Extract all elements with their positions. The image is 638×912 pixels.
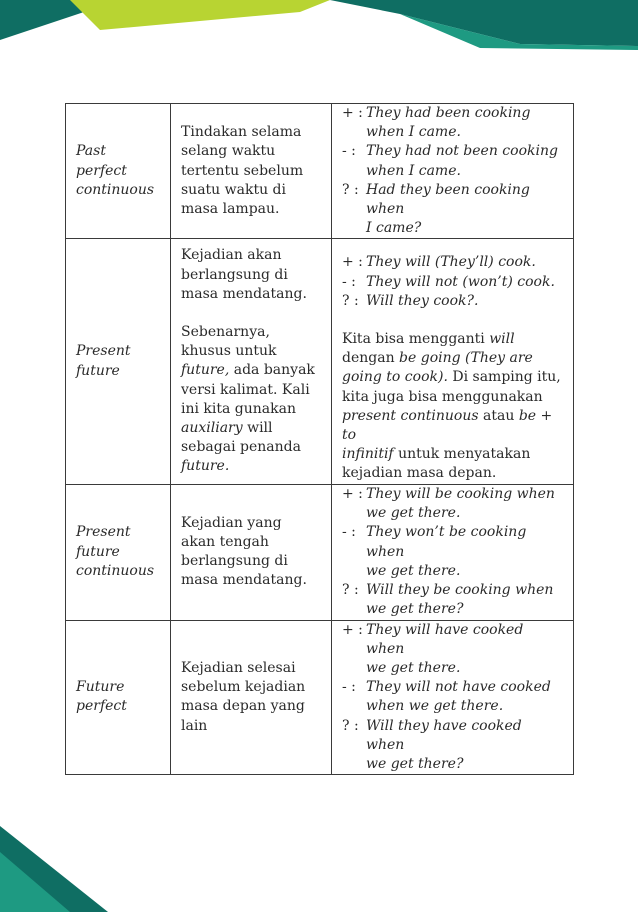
example-negative: - : They will not (won’t) cook. <box>342 273 555 290</box>
description-cell: Tindakan selama selang waktu tertentu sebelum suatu waktu di masa lampau. <box>171 104 332 239</box>
tense-cell: Past perfect continuous <box>66 104 171 239</box>
top-decoration <box>0 0 638 50</box>
example-negative: - : They won’t be cooking when we get there. <box>342 524 527 579</box>
example-question: ? : Had they been cooking when I came? <box>342 181 530 237</box>
bottom-decoration <box>0 812 638 912</box>
example-positive: + : They had been cooking when I came. <box>342 105 531 141</box>
table-row <box>66 239 574 484</box>
example-positive: + : They will have cooked when we get there. <box>342 621 524 677</box>
table-row <box>66 620 574 775</box>
table-row <box>66 484 574 620</box>
description-cell: Kejadian yang akan tengah berlangsung di masa mendatang. <box>171 484 332 620</box>
example-question: ? : Will they have cooked when we get there? <box>342 717 522 773</box>
examples-cell <box>332 239 574 484</box>
description-cell: Kejadian selesai sebelum kejadian masa depan yang lain <box>171 620 332 775</box>
tense-cell: Present future <box>66 239 171 484</box>
example-negative: - : They will not have cooked when we get there. <box>342 679 551 715</box>
top-lime-shape <box>70 0 330 30</box>
table-row <box>66 104 574 239</box>
examples-cell <box>332 484 574 620</box>
tense-table <box>65 103 574 775</box>
example-positive: + : They will (They’ll) cook. <box>342 254 536 271</box>
example-negative: - : They had not been cooking when I came. <box>342 143 558 179</box>
example-question: ? : Will they be cooking when we get there? <box>342 581 554 618</box>
usage-note: Kita bisa mengganti will dengan be going (They are going to cook). Di samping itu, kita juga bisa menggunakan present continuous atau be + to infinitif untuk menyatakan kejadian masa depan. <box>342 331 561 482</box>
description-cell: Kejadian akan berlangsung di masa mendatang. Sebenarnya, khusus untuk future, ada banyak versi kalimat. Kali ini kita gunakan auxiliary will sebagai penanda future. <box>171 239 332 484</box>
tense-cell: Future perfect <box>66 620 171 775</box>
examples-cell <box>332 620 574 775</box>
example-question: ? : Will they cook?. <box>342 292 479 309</box>
tense-cell: Present future continuous <box>66 484 171 620</box>
example-positive: + : They will be cooking when we get there. <box>342 485 555 522</box>
examples-cell <box>332 104 574 239</box>
